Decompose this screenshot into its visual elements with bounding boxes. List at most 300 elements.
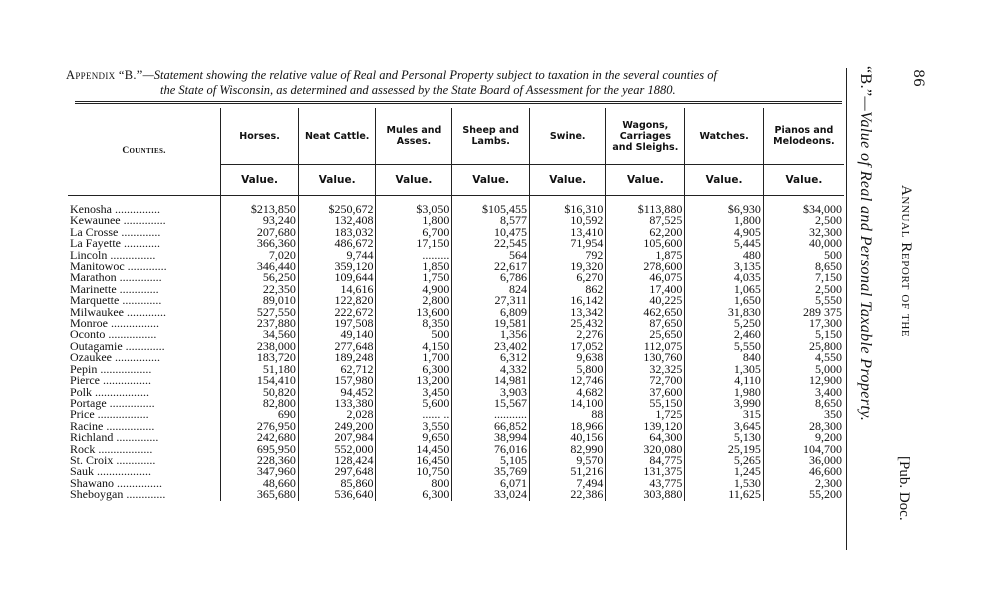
value-cell: 1,356 <box>452 329 530 340</box>
value-cell: 55,200 <box>763 489 844 500</box>
county-name: Monroe ................ <box>70 316 159 331</box>
value-cell: 1,800 <box>685 215 764 226</box>
header-wagons: Wagons, Carriages and Sleighs. <box>606 108 685 165</box>
value-header: Value. <box>376 165 452 196</box>
value-cell: 6,300 <box>376 364 452 375</box>
leader-dots: .............. <box>116 270 162 285</box>
value-cell: 139,120 <box>606 421 685 432</box>
value-cell: 10,750 <box>376 466 452 477</box>
value-cell: 109,644 <box>298 272 376 283</box>
value-cell: $3,050 <box>376 204 452 215</box>
value-header: Value. <box>452 165 530 196</box>
value-cell: 16,450 <box>376 455 452 466</box>
value-cell: 17,052 <box>530 341 606 352</box>
value-cell: 40,225 <box>606 295 685 306</box>
value-cell: 19,581 <box>452 318 530 329</box>
value-cell: 22,545 <box>452 238 530 249</box>
county-name: Rock .................. <box>70 441 153 456</box>
value-cell: 207,984 <box>298 432 376 443</box>
leader-dots: ............ <box>120 236 160 251</box>
county-name: Ozaukee ............... <box>70 350 160 365</box>
value-cell: $6,930 <box>685 204 764 215</box>
value-cell: 33,024 <box>452 489 530 500</box>
value-cell: ...... .. <box>376 409 452 420</box>
header-watches: Watches. <box>685 108 764 165</box>
table-row <box>68 387 844 398</box>
value-cell: 4,035 <box>685 272 764 283</box>
value-cell: 840 <box>685 352 764 363</box>
value-cell: 9,744 <box>298 250 376 261</box>
county-name: St. Croix ............. <box>70 452 156 467</box>
value-cell: 22,386 <box>530 489 606 500</box>
value-cell: 93,240 <box>221 215 299 226</box>
value-cell: 23,402 <box>452 341 530 352</box>
value-cell: 365,680 <box>221 489 299 500</box>
value-cell: 62,712 <box>298 364 376 375</box>
table-row <box>68 444 844 455</box>
county-name: Marquette ............. <box>70 293 162 308</box>
value-cell: 87,650 <box>606 318 685 329</box>
table-row <box>68 364 844 375</box>
value-cell: 8,650 <box>763 261 844 272</box>
value-cell: 104,700 <box>763 444 844 455</box>
value-cell: 105,600 <box>606 238 685 249</box>
county-name: Marathon .............. <box>70 270 162 285</box>
leader-dots: ............. <box>118 224 161 239</box>
value-cell: 43,775 <box>606 478 685 489</box>
value-cell: 8,650 <box>763 398 844 409</box>
value-cell: 6,300 <box>376 489 452 500</box>
value-cell: 25,432 <box>530 318 606 329</box>
value-cell: 315 <box>685 409 764 420</box>
value-cell: 1,305 <box>685 364 764 375</box>
county-name: Milwaukee ............. <box>70 304 166 319</box>
leader-dots: .................. <box>95 441 153 456</box>
value-cell: 4,110 <box>685 375 764 386</box>
value-cell: 5,445 <box>685 238 764 249</box>
side-caption <box>856 66 874 421</box>
value-cell: 278,600 <box>606 261 685 272</box>
value-cell: 6,700 <box>376 227 452 238</box>
value-cell: 242,680 <box>221 432 299 443</box>
value-cell: 486,672 <box>298 238 376 249</box>
county-name: Sauk .................. <box>70 464 151 479</box>
county-name: Kenosha ............... <box>70 202 160 216</box>
value-cell: 66,852 <box>452 421 530 432</box>
leader-dots: ............. <box>113 452 156 467</box>
value-cell: 18,966 <box>530 421 606 432</box>
value-cell: ........... <box>452 409 530 420</box>
value-cell: 183,720 <box>221 352 299 363</box>
county-name: Shawano ............... <box>70 475 162 490</box>
value-cell: 695,950 <box>221 444 299 455</box>
county-name: La Crosse ............. <box>70 224 161 239</box>
value-cell: 5,265 <box>685 455 764 466</box>
table-row <box>68 421 844 432</box>
value-cell: 197,508 <box>298 318 376 329</box>
value-cell: 8,350 <box>376 318 452 329</box>
value-cell: 48,660 <box>221 478 299 489</box>
header-horses: Horses. <box>221 108 299 165</box>
value-cell: 2,276 <box>530 329 606 340</box>
leader-dots: ................. <box>97 361 152 376</box>
value-cell: 6,809 <box>452 307 530 318</box>
table-row <box>68 409 844 420</box>
leader-dots: ............... <box>112 202 160 216</box>
value-cell: 800 <box>376 478 452 489</box>
county-name: Pepin ................. <box>70 361 152 376</box>
value-cell: 824 <box>452 284 530 295</box>
value-cell: 14,100 <box>530 398 606 409</box>
value-cell: 27,311 <box>452 295 530 306</box>
value-cell: 1,650 <box>685 295 764 306</box>
value-cell: 13,600 <box>376 307 452 318</box>
value-cell: 32,325 <box>606 364 685 375</box>
value-cell: 72,700 <box>606 375 685 386</box>
value-cell: 25,800 <box>763 341 844 352</box>
leader-dots: ............... <box>114 475 162 490</box>
appendix-title <box>66 68 856 98</box>
title-line2: the State of Wisconsin, as determined and assessed by the State Board of Assessment for the year 1880. <box>160 83 676 97</box>
value-cell: 2,300 <box>763 478 844 489</box>
value-cell: 112,075 <box>606 341 685 352</box>
value-cell: 1,980 <box>685 387 764 398</box>
value-cell: 862 <box>530 284 606 295</box>
value-cell: 62,200 <box>606 227 685 238</box>
value-cell: 88 <box>530 409 606 420</box>
value-cell: 82,990 <box>530 444 606 455</box>
value-cell: 22,617 <box>452 261 530 272</box>
value-cell: 3,400 <box>763 387 844 398</box>
value-cell: 50,820 <box>221 387 299 398</box>
value-cell: 3,450 <box>376 387 452 398</box>
value-cell: 49,140 <box>298 329 376 340</box>
value-cell: 9,570 <box>530 455 606 466</box>
value-cell: 9,200 <box>763 432 844 443</box>
value-cell: 228,360 <box>221 455 299 466</box>
table-row <box>68 307 844 318</box>
value-cell: 5,600 <box>376 398 452 409</box>
value-cell: 51,180 <box>221 364 299 375</box>
table-row <box>68 375 844 386</box>
table-row <box>68 455 844 466</box>
value-cell: ......... <box>376 250 452 261</box>
value-cell: 276,950 <box>221 421 299 432</box>
county-name: Lincoln ............... <box>70 247 156 262</box>
value-cell: 12,746 <box>530 375 606 386</box>
value-cell: 183,032 <box>298 227 376 238</box>
table-row <box>68 227 844 238</box>
value-header: Value. <box>298 165 376 196</box>
value-cell: 84,775 <box>606 455 685 466</box>
value-cell: 10,475 <box>452 227 530 238</box>
table-row <box>68 398 844 409</box>
value-cell: 7,494 <box>530 478 606 489</box>
value-cell: 14,450 <box>376 444 452 455</box>
value-cell: 347,960 <box>221 466 299 477</box>
value-cell: 1,065 <box>685 284 764 295</box>
value-cell: 76,016 <box>452 444 530 455</box>
value-cell: 303,880 <box>606 489 685 500</box>
value-cell: 6,312 <box>452 352 530 363</box>
value-cell: 5,550 <box>685 341 764 352</box>
value-cell: 28,300 <box>763 421 844 432</box>
value-cell: 5,130 <box>685 432 764 443</box>
value-cell: 7,150 <box>763 272 844 283</box>
value-cell: 6,786 <box>452 272 530 283</box>
value-cell: 89,010 <box>221 295 299 306</box>
leader-dots: ............... <box>107 247 156 262</box>
value-cell: 51,216 <box>530 466 606 477</box>
value-cell: 19,320 <box>530 261 606 272</box>
leader-dots: ............... <box>111 350 160 365</box>
county-name: Oconto ................ <box>70 327 157 342</box>
value-cell: $16,310 <box>530 204 606 215</box>
value-cell: 36,000 <box>763 455 844 466</box>
value-cell: $34,000 <box>763 204 844 215</box>
value-cell: 32,300 <box>763 227 844 238</box>
value-cell: 1,800 <box>376 215 452 226</box>
property-table <box>68 108 844 501</box>
value-cell: 94,452 <box>298 387 376 398</box>
value-cell: 122,820 <box>298 295 376 306</box>
value-cell: 346,440 <box>221 261 299 272</box>
value-cell: 133,380 <box>298 398 376 409</box>
county-name: Marinette ............. <box>70 281 159 296</box>
value-cell: 2,460 <box>685 329 764 340</box>
value-cell: 366,360 <box>221 238 299 249</box>
value-cell: 157,980 <box>298 375 376 386</box>
running-head-report: Annual Report of the <box>898 185 914 338</box>
value-header: Value. <box>763 165 844 196</box>
value-cell: 17,300 <box>763 318 844 329</box>
leader-dots: ............. <box>123 304 166 319</box>
title-lead: Appendix “B.” <box>66 68 143 82</box>
value-cell: 64,300 <box>606 432 685 443</box>
value-cell: 154,410 <box>221 375 299 386</box>
value-cell: 3,550 <box>376 421 452 432</box>
value-cell: 552,000 <box>298 444 376 455</box>
leader-dots: .................. <box>92 384 150 399</box>
county-name: Kewaunee .............. <box>70 213 166 228</box>
value-cell: 536,640 <box>298 489 376 500</box>
value-cell: 10,592 <box>530 215 606 226</box>
property-table-wrap <box>68 108 844 501</box>
value-cell: 40,156 <box>530 432 606 443</box>
value-cell: 3,135 <box>685 261 764 272</box>
value-cell: 12,900 <box>763 375 844 386</box>
value-cell: 527,550 <box>221 307 299 318</box>
value-cell: 1,725 <box>606 409 685 420</box>
value-cell: 16,142 <box>530 295 606 306</box>
value-cell: 34,560 <box>221 329 299 340</box>
value-cell: 82,800 <box>221 398 299 409</box>
value-cell: 1,850 <box>376 261 452 272</box>
table-row <box>68 261 844 272</box>
county-name: Richland .............. <box>70 430 159 445</box>
value-cell: 35,769 <box>452 466 530 477</box>
value-cell: 5,150 <box>763 329 844 340</box>
table-row <box>68 466 844 477</box>
table-row <box>68 329 844 340</box>
leader-dots: ............. <box>124 259 167 274</box>
value-cell: 1,245 <box>685 466 764 477</box>
value-cell: 14,981 <box>452 375 530 386</box>
value-cell: 238,000 <box>221 341 299 352</box>
value-cell: 5,000 <box>763 364 844 375</box>
value-cell: 2,800 <box>376 295 452 306</box>
value-cell: 25,650 <box>606 329 685 340</box>
table-row <box>68 250 844 261</box>
table-row <box>68 352 844 363</box>
value-cell: 5,550 <box>763 295 844 306</box>
county-name: Pierce ................ <box>70 373 151 388</box>
value-cell: 2,028 <box>298 409 376 420</box>
table-row <box>68 318 844 329</box>
value-cell: 5,800 <box>530 364 606 375</box>
table-row <box>68 489 844 500</box>
table-row <box>68 272 844 283</box>
county-name: Polk .................. <box>70 384 150 399</box>
leader-dots: .............. <box>120 213 166 228</box>
header-swine: Swine. <box>530 108 606 165</box>
value-cell: 13,200 <box>376 375 452 386</box>
value-cell: 131,375 <box>606 466 685 477</box>
value-cell: 462,650 <box>606 307 685 318</box>
value-cell: 4,550 <box>763 352 844 363</box>
leader-dots: ............. <box>122 338 165 353</box>
leader-dots: ................ <box>103 418 155 433</box>
table-row <box>68 215 844 226</box>
value-cell: 9,638 <box>530 352 606 363</box>
value-cell: 6,270 <box>530 272 606 283</box>
leader-dots: ................ <box>108 316 159 331</box>
leader-dots: ............. <box>119 293 162 308</box>
county-name: Racine ................ <box>70 418 155 433</box>
value-cell: 1,700 <box>376 352 452 363</box>
value-cell: 222,672 <box>298 307 376 318</box>
side-caption-b: “B.” <box>857 66 874 97</box>
value-cell: 289 375 <box>763 307 844 318</box>
value-cell: 56,250 <box>221 272 299 283</box>
value-cell: 55,150 <box>606 398 685 409</box>
county-name: Manitowoc ............. <box>70 259 167 274</box>
value-cell: 22,350 <box>221 284 299 295</box>
value-cell: 500 <box>376 329 452 340</box>
county-name: Price ................. <box>70 407 149 422</box>
header-counties: Counties. <box>68 108 221 196</box>
value-cell: 37,600 <box>606 387 685 398</box>
value-cell: 13,342 <box>530 307 606 318</box>
table-row <box>68 204 844 215</box>
value-cell: 9,650 <box>376 432 452 443</box>
header-sheep: Sheep and Lambs. <box>452 108 530 165</box>
value-cell: 4,150 <box>376 341 452 352</box>
value-cell: 14,616 <box>298 284 376 295</box>
value-cell: 71,954 <box>530 238 606 249</box>
value-cell: $213,850 <box>221 204 299 215</box>
county-name: La Fayette ............ <box>70 236 160 251</box>
value-cell: 1,530 <box>685 478 764 489</box>
value-cell: 38,994 <box>452 432 530 443</box>
value-cell: 359,120 <box>298 261 376 272</box>
value-cell: 500 <box>763 250 844 261</box>
value-cell: 249,200 <box>298 421 376 432</box>
value-cell: 1,750 <box>376 272 452 283</box>
running-head-pub-doc: [Pub. Doc. <box>896 456 912 521</box>
header-neat-cattle: Neat Cattle. <box>298 108 376 165</box>
leader-dots: ............. <box>123 487 166 502</box>
value-cell: 7,020 <box>221 250 299 261</box>
value-cell: 87,525 <box>606 215 685 226</box>
value-cell: 237,880 <box>221 318 299 329</box>
county-name: Sheboygan ............. <box>70 487 166 502</box>
leader-dots: ................ <box>105 327 157 342</box>
leader-dots: ................ <box>99 373 151 388</box>
value-cell: 46,075 <box>606 272 685 283</box>
value-cell: 189,248 <box>298 352 376 363</box>
leader-dots: ............. <box>116 281 159 296</box>
value-cell: 40,000 <box>763 238 844 249</box>
value-cell: 3,990 <box>685 398 764 409</box>
value-cell: 11,625 <box>685 489 764 500</box>
value-cell: 17,150 <box>376 238 452 249</box>
value-cell: 31,830 <box>685 307 764 318</box>
value-cell: 46,600 <box>763 466 844 477</box>
value-cell: 4,682 <box>530 387 606 398</box>
value-cell: 4,332 <box>452 364 530 375</box>
table-row <box>68 284 844 295</box>
value-header: Value. <box>606 165 685 196</box>
header-mules: Mules and Asses. <box>376 108 452 165</box>
value-cell: 13,410 <box>530 227 606 238</box>
value-cell: 15,567 <box>452 398 530 409</box>
value-cell: 3,645 <box>685 421 764 432</box>
value-cell: $113,880 <box>606 204 685 215</box>
county-name: Portage ............... <box>70 395 155 410</box>
value-cell: 277,648 <box>298 341 376 352</box>
value-cell: $105,455 <box>452 204 530 215</box>
value-cell: 5,250 <box>685 318 764 329</box>
value-cell: 128,424 <box>298 455 376 466</box>
value-cell: 564 <box>452 250 530 261</box>
value-cell: 690 <box>221 409 299 420</box>
table-row <box>68 238 844 249</box>
leader-dots: ............... <box>106 395 155 410</box>
value-cell: 2,500 <box>763 284 844 295</box>
leader-dots: ................. <box>94 407 149 422</box>
side-caption-text: —Value of Real and Personal Taxable Property. <box>857 96 874 422</box>
value-cell: 130,760 <box>606 352 685 363</box>
value-cell: 85,860 <box>298 478 376 489</box>
title-line1: —Statement showing the relative value of Real and Personal Property subject to taxation in the several counties of <box>142 68 717 82</box>
value-cell: 6,071 <box>452 478 530 489</box>
value-cell: 2,500 <box>763 215 844 226</box>
value-cell: 5,105 <box>452 455 530 466</box>
value-header: Value. <box>685 165 764 196</box>
value-cell: $250,672 <box>298 204 376 215</box>
value-header: Value. <box>530 165 606 196</box>
table-body <box>68 196 844 501</box>
leader-dots: .............. <box>113 430 159 445</box>
county-name: Outagamie ............. <box>70 338 165 353</box>
value-cell: 3,903 <box>452 387 530 398</box>
value-cell: 480 <box>685 250 764 261</box>
value-cell: 207,680 <box>221 227 299 238</box>
value-cell: 17,400 <box>606 284 685 295</box>
header-pianos: Pianos and Melodeons. <box>763 108 844 165</box>
value-cell: 1,875 <box>606 250 685 261</box>
